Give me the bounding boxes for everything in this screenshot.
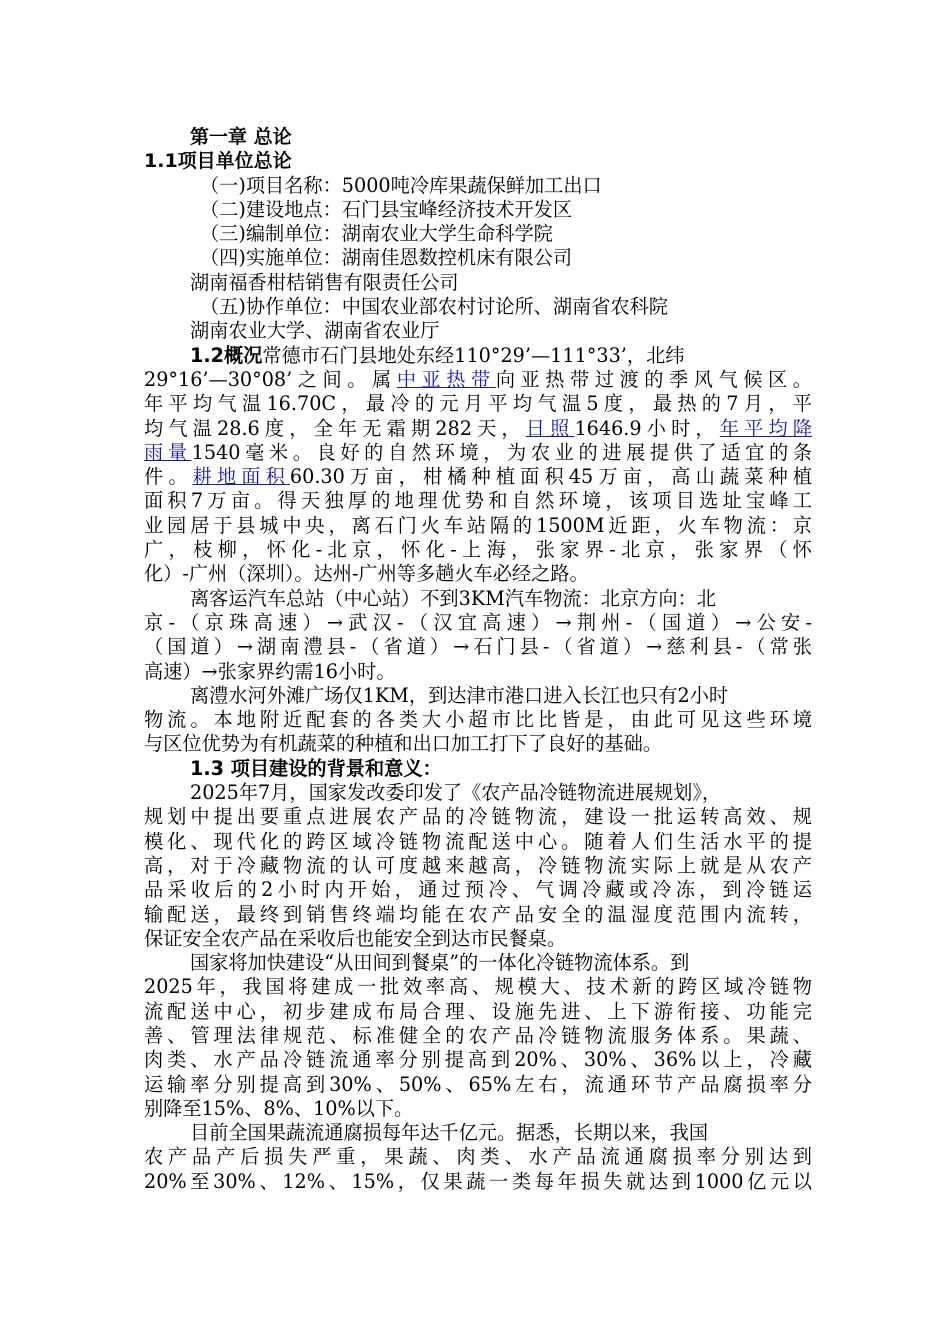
paragraph-text: 均气温28.6度，全年无霜期282天， bbox=[144, 416, 526, 440]
paragraph-line: 肉类、水产品冷链流通率分别提高到20%、30%、36%以上，冷藏 bbox=[144, 1048, 812, 1072]
link-annual-rainfall[interactable]: 年平均降 bbox=[719, 416, 812, 440]
paragraph-line: 2025年7月，国家发改委印发了《农产品冷链物流进展规划》， bbox=[190, 781, 722, 805]
paragraph-line: 20%至30%、12%、15%，仅果蔬一类每年损失就达到1000亿元以 bbox=[144, 1169, 812, 1193]
paragraph-line: 离澧水河外滩广场仅1KM，到达津市港口进入长江也只有2小时 bbox=[190, 683, 729, 707]
paragraph-line: 与区位优势为有机蔬菜的种植和出口加工打下了良好的基础。 bbox=[144, 732, 663, 756]
paragraph-line: 善、管理法律规范、标准健全的农产品冷链物流服务体系。果蔬、 bbox=[144, 1023, 812, 1047]
paragraph-line: 京-（京珠高速）→武汉-（汉宜高速）→荆州-（国道）→公安- bbox=[144, 610, 812, 634]
paragraph-text: 60.30万亩，柑橘种植面积45万亩，高山蔬菜种植 bbox=[289, 465, 813, 489]
paragraph-line: 模化、现代化的跨区域冷链物流配送中心。随着人们生活水平的提 bbox=[144, 829, 812, 853]
paragraph-text: 1646.9小时， bbox=[574, 416, 720, 440]
paragraph-text: 向亚热带过渡的季风气候区。 bbox=[495, 367, 812, 391]
paragraph-line: 离客运汽车总站（中心站）不到3KM汽车物流：北京方向：北 bbox=[190, 586, 716, 610]
paragraph-line: 2025年，我国将建成一批效率高、规模大、技术新的跨区域冷链物 bbox=[144, 975, 812, 999]
section-1-3-title: 1.3 项目建设的背景和意义： bbox=[190, 756, 442, 780]
link-sunshine[interactable]: 日照 bbox=[525, 416, 575, 440]
paragraph-line: 别降至15%、8%、10%以下。 bbox=[144, 1096, 414, 1120]
item-collaborator-2: 湖南农业大学、湖南省农业厅 bbox=[190, 319, 440, 343]
paragraph-line bbox=[144, 441, 812, 465]
link-subtropical[interactable]: 中亚热带 bbox=[396, 367, 496, 391]
link-annual-rainfall-cont[interactable]: 雨量 bbox=[144, 440, 192, 464]
link-arable-land[interactable]: 耕地面积 bbox=[192, 465, 290, 489]
paragraph-line bbox=[144, 465, 812, 489]
paragraph-text: 件。 bbox=[144, 465, 193, 489]
item-project-name: （一)项目名称：5000吨冷库果蔬保鲜加工出口 bbox=[200, 173, 602, 197]
item-location: （二)建设地点：石门县宝峰经济技术开发区 bbox=[200, 197, 573, 221]
item-compiler: （三)编制单位：湖南农业大学生命科学院 bbox=[200, 222, 553, 246]
item-collaborator: （五)协作单位：中国农业部农村讨论所、湖南省农科院 bbox=[200, 295, 668, 319]
paragraph-text: 1540毫米。良好的自然环境，为农业的进展提供了适宜的条 bbox=[191, 440, 812, 464]
paragraph-text: 常德市石门县地处东经110°29’—111°33’，北纬 bbox=[262, 343, 685, 367]
chapter-title: 第一章 总论 bbox=[190, 126, 292, 148]
paragraph-line: 流配送中心，初步建成布局合理、设施先进、上下游衔接、功能完 bbox=[144, 999, 812, 1023]
paragraph-line: 业园居于县城中央，离石门火车站隔的1500M近距，火车物流：京 bbox=[144, 513, 812, 537]
item-implementer: （四)实施单位：湖南佳恩数控机床有限公司 bbox=[200, 246, 573, 270]
paragraph-line: 规划中提出要重点进展农产品的冷链物流，建设一批运转高效、规 bbox=[144, 805, 812, 829]
paragraph-line: 目前全国果蔬流通腐损每年达千亿元。据悉，长期以来，我国 bbox=[190, 1121, 709, 1145]
paragraph-line bbox=[144, 368, 812, 392]
paragraph-line: 面积7万亩。得天独厚的地理优势和自然环境，该项目选址宝峰工 bbox=[144, 489, 812, 513]
paragraph-line: 保证安全农产品在采收后也能安全到达市民餐桌。 bbox=[144, 926, 567, 950]
section-1-2-title: 1.2概况 bbox=[190, 343, 263, 367]
paragraph-line: 高，对于冷藏物流的认可度越来越高，冷链物流实际上就是从农产 bbox=[144, 853, 812, 877]
paragraph-line bbox=[144, 417, 812, 441]
paragraph-line: 广，枝柳，怀化-北京，怀化-上海，张家界-北京，张家界（怀 bbox=[144, 538, 812, 562]
section-1-1-title: 1.1项目单位总论 bbox=[144, 150, 292, 173]
paragraph-line: 农产品产后损失严重，果蔬、肉类、水产品流通腐损率分别达到 bbox=[144, 1145, 812, 1169]
paragraph-line: 物流。本地附近配套的各类大小超市比比皆是，由此可见这些环境 bbox=[144, 708, 812, 732]
paragraph-line: 年平均气温16.70C，最冷的元月平均气温5度，最热的7月，平 bbox=[144, 392, 812, 416]
paragraph-line: 输配送，最终到销售终端均能在农产品安全的温湿度范围内流转， bbox=[144, 902, 812, 926]
paragraph-line: 国家将加快建设“从田间到餐桌”的一体化冷链物流体系。到 bbox=[190, 951, 690, 975]
paragraph-line: （国道）→湖南澧县-（省道）→石门县-（省道）→慈利县-（常张 bbox=[144, 635, 812, 659]
section-1-2-first-line bbox=[144, 344, 812, 368]
paragraph-line: 化）-广州（深圳）。达州-广州等多趟火车必经之路。 bbox=[144, 562, 589, 586]
paragraph-line: 品采收后的2小时内开始，通过预冷、气调冷藏或冷冻，到冷链运 bbox=[144, 878, 812, 902]
paragraph-line: 运输率分别提高到30%、50%、65%左右，流通环节产品腐损率分 bbox=[144, 1072, 812, 1096]
paragraph-text: 29°16’—30°08’之间。属 bbox=[144, 367, 397, 391]
paragraph-line: 高速）→张家界约需16小时。 bbox=[144, 659, 396, 683]
document-body bbox=[144, 125, 812, 1194]
item-implementer-2: 湖南福香柑桔销售有限责任公司 bbox=[190, 270, 459, 294]
